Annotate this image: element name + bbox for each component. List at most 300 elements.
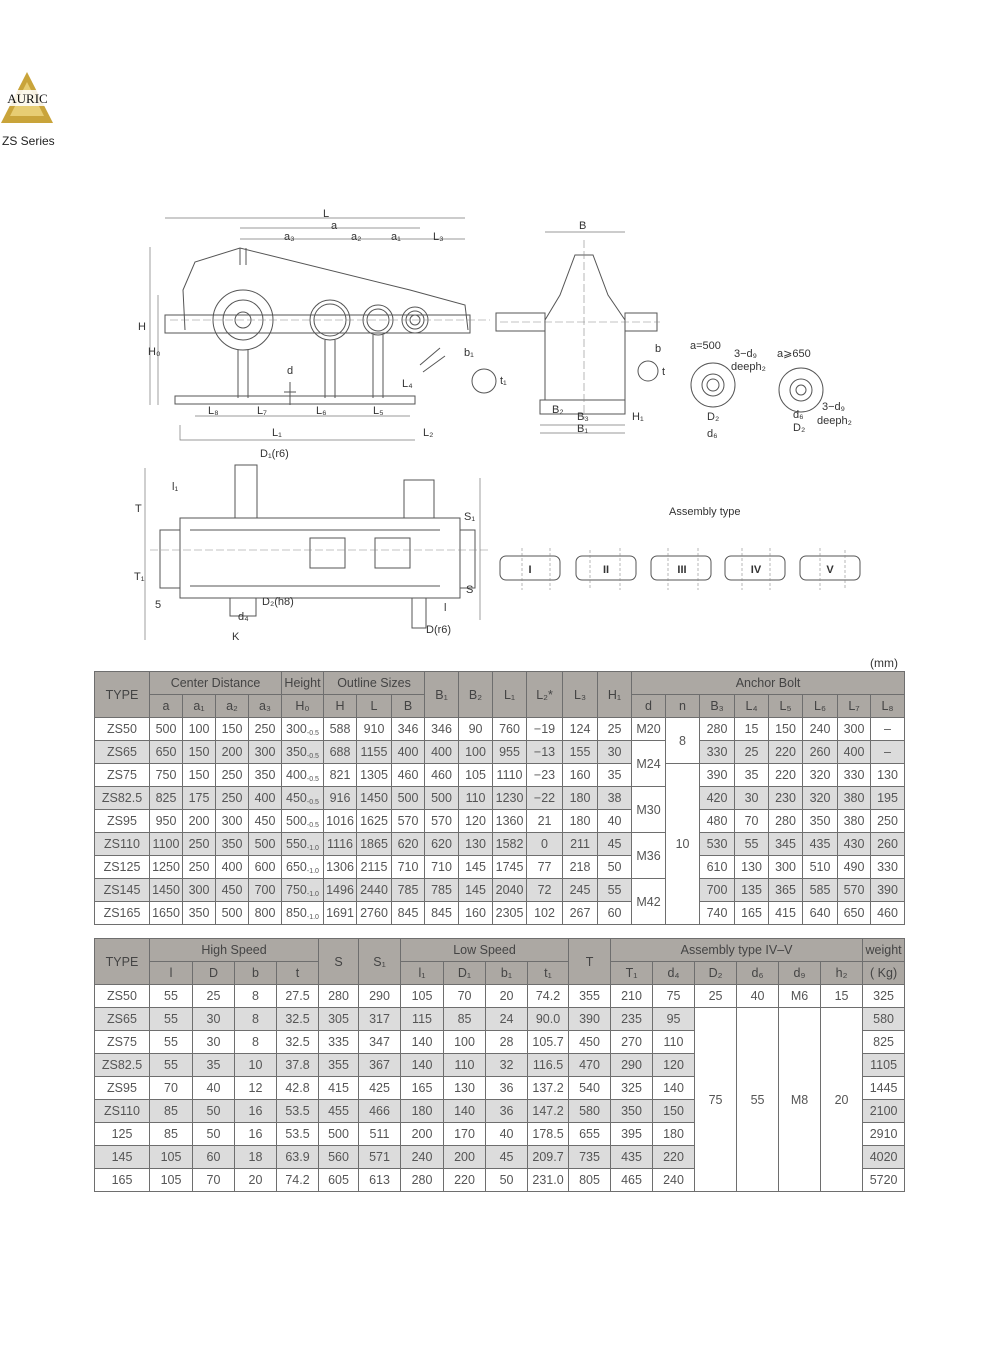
value-cell: 55: [150, 1054, 193, 1077]
value-cell: 8: [235, 985, 277, 1008]
value-cell: 124: [563, 718, 598, 741]
subheader-13: h₂: [821, 962, 863, 985]
value-cell: 250: [183, 856, 216, 879]
value: 500: [286, 813, 307, 828]
value-cell: 28: [486, 1031, 528, 1054]
label-deep-h2-b: deeph₂: [817, 415, 852, 427]
table1-header-row: [95, 672, 905, 695]
value-cell: 367: [359, 1054, 401, 1077]
header-height: Height: [282, 672, 324, 695]
type-cell: ZS65: [95, 1008, 150, 1031]
label-L4: L₄: [402, 378, 413, 390]
value-cell: 120: [653, 1054, 695, 1077]
value-cell: 300: [769, 856, 803, 879]
value-cell: 209.7: [528, 1146, 569, 1169]
value-cell: 40: [598, 810, 632, 833]
value-cell: 75: [653, 985, 695, 1008]
value-cell: 85: [150, 1100, 193, 1123]
label-S1: S₁: [464, 511, 476, 523]
value-cell: 195: [871, 787, 905, 810]
subheader-2: b: [235, 962, 277, 985]
value: 850: [286, 905, 307, 920]
value-cell: 170: [444, 1123, 486, 1146]
value-cell: 1745: [493, 856, 527, 879]
tolerance: -1.0: [306, 867, 319, 875]
anchor-d-cell: M36: [632, 833, 666, 879]
value-cell: 415: [319, 1077, 359, 1100]
value-cell: 430: [838, 833, 871, 856]
subheader-10: B₃: [700, 695, 735, 718]
type-cell: 125: [95, 1123, 150, 1146]
value-cell: 70: [444, 985, 486, 1008]
value-cell: 435: [803, 833, 838, 856]
value-cell: 650: [150, 741, 183, 764]
table-row: [95, 985, 905, 1008]
value-cell: 1155: [357, 741, 392, 764]
value-cell: 74.2: [528, 985, 569, 1008]
tolerance: -0.5: [306, 798, 319, 806]
label-D1-r6: D₁(r6): [260, 448, 289, 460]
table-row: [95, 879, 905, 902]
label-H0: H₀: [148, 346, 161, 358]
header-S1: S₁: [359, 939, 401, 985]
label-a650: a⩾650: [777, 348, 811, 360]
value-cell: 95: [653, 1008, 695, 1031]
value-cell: 750: [150, 764, 183, 787]
header-weight-unit: ( Kg): [863, 962, 905, 985]
value-cell: 55: [150, 1008, 193, 1031]
value-cell: 350: [216, 833, 249, 856]
value-cell: 165: [401, 1077, 444, 1100]
value-cell: 267: [563, 902, 598, 925]
value-cell: 500: [216, 902, 249, 925]
value-cell: 240: [401, 1146, 444, 1169]
label-H1: H₁: [632, 411, 644, 423]
value-cell: [282, 879, 324, 902]
label-D2-h8: D₂(h8): [262, 596, 294, 608]
subheader-5: D₁: [444, 962, 486, 985]
header-assembly-type: Assembly type IV–V: [611, 939, 863, 962]
value-cell: 210: [611, 985, 653, 1008]
assembly-type-I: I: [528, 564, 532, 576]
value-cell: 1110: [493, 764, 527, 787]
subheader-13: L₆: [803, 695, 838, 718]
type-cell: ZS145: [95, 879, 150, 902]
value-cell: 460: [425, 764, 459, 787]
value-cell: 30: [735, 787, 769, 810]
value-cell: 290: [611, 1054, 653, 1077]
value-cell: 110: [459, 787, 493, 810]
value-cell: 350: [249, 764, 282, 787]
subheader-3: t: [277, 962, 319, 985]
label-a3: a₃: [284, 231, 295, 243]
value-cell: 70: [735, 810, 769, 833]
value-cell: 90: [459, 718, 493, 741]
value-cell: 220: [444, 1169, 486, 1192]
assembly-type-IV: IV: [750, 564, 762, 576]
value-cell: 320: [803, 764, 838, 787]
type-cell: ZS165: [95, 902, 150, 925]
label-B: B: [579, 220, 587, 232]
assembly-cell: 20: [821, 1008, 863, 1192]
weight-cell: 825: [863, 1031, 905, 1054]
value-cell: 130: [735, 856, 769, 879]
value-cell: 740: [700, 902, 735, 925]
value-cell: 37.8: [277, 1054, 319, 1077]
value-cell: 365: [769, 879, 803, 902]
subheader-2: a₂: [216, 695, 249, 718]
assembly-cell: 25: [695, 985, 737, 1008]
header-outline-sizes: Outline Sizes: [324, 672, 425, 695]
value-cell: 150: [183, 741, 216, 764]
value-cell: 60: [193, 1146, 235, 1169]
type-cell: ZS125: [95, 856, 150, 879]
value-cell: 20: [235, 1169, 277, 1192]
label-5: 5: [155, 599, 162, 611]
value-cell: 180: [563, 810, 598, 833]
value-cell: 15: [735, 718, 769, 741]
value-cell: 60: [598, 902, 632, 925]
value-cell: 250: [216, 787, 249, 810]
value-cell: 72: [527, 879, 563, 902]
value-cell: 500: [319, 1123, 359, 1146]
value-cell: 2440: [357, 879, 392, 902]
value-cell: 470: [569, 1054, 611, 1077]
value-cell: 130: [444, 1077, 486, 1100]
tolerance: -0.5: [306, 821, 319, 829]
value-cell: 435: [611, 1146, 653, 1169]
value-cell: 710: [425, 856, 459, 879]
value: 300: [286, 721, 307, 736]
table-row: [95, 787, 905, 810]
value-cell: [282, 718, 324, 741]
value-cell: 137.2: [528, 1077, 569, 1100]
value: 550: [286, 836, 307, 851]
assembly-cell: 40: [737, 985, 779, 1008]
value-cell: 155: [563, 741, 598, 764]
value-cell: 280: [401, 1169, 444, 1192]
value-cell: 74.2: [277, 1169, 319, 1192]
value-cell: 40: [193, 1077, 235, 1100]
table-row: [95, 810, 905, 833]
value-cell: 145: [459, 856, 493, 879]
value-cell: 1230: [493, 787, 527, 810]
value-cell: [282, 787, 324, 810]
label-K: K: [232, 631, 240, 643]
label-b: b: [655, 343, 662, 355]
value-cell: 455: [319, 1100, 359, 1123]
value-cell: 35: [193, 1054, 235, 1077]
value-cell: 560: [319, 1146, 359, 1169]
header-low-speed: Low Speed: [401, 939, 569, 962]
value-cell: 400: [392, 741, 425, 764]
value-cell: [282, 810, 324, 833]
value-cell: 610: [700, 856, 735, 879]
anchor-d-cell: M42: [632, 879, 666, 925]
header-weight: weight: [863, 939, 905, 962]
value-cell: 50: [193, 1123, 235, 1146]
series-title: ZS Series: [2, 134, 55, 148]
label-3-d9-b: 3−d₉: [822, 401, 846, 413]
value-cell: 102: [527, 902, 563, 925]
technical-drawing: [0, 200, 1000, 650]
label-D2-b: D₂: [793, 422, 806, 434]
table-row: [95, 902, 905, 925]
value-cell: 400: [249, 787, 282, 810]
label-d: d: [287, 365, 294, 377]
value-cell: 1250: [150, 856, 183, 879]
header-center-distance: Center Distance: [150, 672, 282, 695]
value-cell: 1650: [150, 902, 183, 925]
value-cell: 655: [569, 1123, 611, 1146]
value-cell: 30: [598, 741, 632, 764]
value-cell: 355: [569, 985, 611, 1008]
value-cell: 270: [611, 1031, 653, 1054]
value-cell: 390: [700, 764, 735, 787]
value-cell: 2760: [357, 902, 392, 925]
value-cell: 250: [249, 718, 282, 741]
tolerance: -0.5: [306, 775, 319, 783]
value-cell: 1496: [324, 879, 357, 902]
subheader-11: d₆: [737, 962, 779, 985]
value-cell: 345: [769, 833, 803, 856]
value-cell: 16: [235, 1100, 277, 1123]
weight-cell: 2100: [863, 1100, 905, 1123]
value-cell: 36: [486, 1077, 528, 1100]
value-cell: 27.5: [277, 985, 319, 1008]
value-cell: 330: [700, 741, 735, 764]
value-cell: 150: [183, 764, 216, 787]
value-cell: 260: [803, 741, 838, 764]
label-d6-b: d₆: [793, 409, 804, 421]
value-cell: 845: [425, 902, 459, 925]
value-cell: 77: [527, 856, 563, 879]
table2-header-row: [95, 939, 905, 962]
value-cell: 21: [527, 810, 563, 833]
tolerance: -1.0: [306, 890, 319, 898]
type-cell: ZS65: [95, 741, 150, 764]
value-cell: 55: [735, 833, 769, 856]
value-cell: 1582: [493, 833, 527, 856]
value-cell: 105: [459, 764, 493, 787]
subheader-0: a: [150, 695, 183, 718]
anchor-d-cell: M24: [632, 741, 666, 787]
value-cell: –: [871, 718, 905, 741]
value-cell: 1116: [324, 833, 357, 856]
value-cell: [282, 902, 324, 925]
value-cell: 280: [700, 718, 735, 741]
value-cell: 18: [235, 1146, 277, 1169]
dimensions-table: [94, 671, 905, 925]
label-L3: L₃: [433, 231, 444, 243]
value-cell: 110: [444, 1054, 486, 1077]
value-cell: 688: [324, 741, 357, 764]
header-T: T: [569, 939, 611, 985]
value-cell: 390: [871, 879, 905, 902]
header-S: S: [319, 939, 359, 985]
value-cell: 346: [425, 718, 459, 741]
header-B2: B₂: [459, 672, 493, 718]
type-cell: ZS82.5: [95, 787, 150, 810]
subheader-5: H: [324, 695, 357, 718]
value-cell: 490: [838, 856, 871, 879]
value-cell: 450: [569, 1031, 611, 1054]
value-cell: 130: [459, 833, 493, 856]
value-cell: 466: [359, 1100, 401, 1123]
value-cell: 235: [611, 1008, 653, 1031]
type-cell: ZS95: [95, 1077, 150, 1100]
value-cell: 140: [653, 1077, 695, 1100]
value-cell: 50: [486, 1169, 528, 1192]
value-cell: 0: [527, 833, 563, 856]
value-cell: 70: [150, 1077, 193, 1100]
value-cell: 290: [359, 985, 401, 1008]
value-cell: 420: [700, 787, 735, 810]
value-cell: 460: [392, 764, 425, 787]
label-T: T: [135, 503, 142, 515]
value-cell: 55: [150, 985, 193, 1008]
label-a500: a=500: [690, 340, 721, 352]
value-cell: −19: [527, 718, 563, 741]
label-b1: b₁: [464, 347, 474, 359]
value-cell: 785: [425, 879, 459, 902]
type-cell: 165: [95, 1169, 150, 1192]
type-cell: ZS50: [95, 985, 150, 1008]
value-cell: 120: [459, 810, 493, 833]
value: 350: [286, 744, 307, 759]
value-cell: 50: [598, 856, 632, 879]
weight-cell: 1105: [863, 1054, 905, 1077]
value-cell: 30: [193, 1008, 235, 1031]
value-cell: 845: [392, 902, 425, 925]
value-cell: 346: [392, 718, 425, 741]
value-cell: 350: [611, 1100, 653, 1123]
value-cell: 280: [769, 810, 803, 833]
value-cell: 40: [486, 1123, 528, 1146]
value-cell: 24: [486, 1008, 528, 1031]
anchor-d-cell: M20: [632, 718, 666, 741]
value-cell: 400: [838, 741, 871, 764]
value-cell: 165: [735, 902, 769, 925]
value-cell: 105: [150, 1169, 193, 1192]
value-cell: 200: [216, 741, 249, 764]
value-cell: [282, 833, 324, 856]
value-cell: 220: [769, 741, 803, 764]
value-cell: 32.5: [277, 1008, 319, 1031]
value-cell: 805: [569, 1169, 611, 1192]
value-cell: 105.7: [528, 1031, 569, 1054]
anchor-n-cell: 8: [666, 718, 700, 764]
label-L6: L₆: [316, 405, 327, 417]
value-cell: 25: [598, 718, 632, 741]
label-H: H: [138, 321, 146, 333]
table-row: [95, 741, 905, 764]
value-cell: 335: [319, 1031, 359, 1054]
value-cell: 150: [769, 718, 803, 741]
value-cell: 180: [653, 1123, 695, 1146]
value: 650: [286, 859, 307, 874]
value-cell: 8: [235, 1008, 277, 1031]
value-cell: 300: [183, 879, 216, 902]
value: 400: [286, 767, 307, 782]
header-B1: B₁: [425, 672, 459, 718]
value-cell: 8: [235, 1031, 277, 1054]
value-cell: 211: [563, 833, 598, 856]
value-cell: −22: [527, 787, 563, 810]
value-cell: 200: [401, 1123, 444, 1146]
value-cell: 105: [401, 985, 444, 1008]
assembly-cell: 55: [737, 1008, 779, 1192]
value-cell: 85: [150, 1123, 193, 1146]
value-cell: 45: [486, 1146, 528, 1169]
value-cell: 300: [216, 810, 249, 833]
value-cell: 700: [700, 879, 735, 902]
header-high-speed: High Speed: [150, 939, 319, 962]
value-cell: 145: [459, 879, 493, 902]
value-cell: 200: [444, 1146, 486, 1169]
subheader-7: B: [392, 695, 425, 718]
value-cell: 130: [871, 764, 905, 787]
label-L7: L₇: [257, 405, 267, 417]
value-cell: 400: [216, 856, 249, 879]
label-L2: L₂: [423, 427, 434, 439]
weight-cell: 5720: [863, 1169, 905, 1192]
label-B2: B₂: [552, 404, 564, 416]
value-cell: 16: [235, 1123, 277, 1146]
subheader-9: d₄: [653, 962, 695, 985]
value-cell: 825: [150, 787, 183, 810]
value-cell: 2115: [357, 856, 392, 879]
value-cell: 140: [444, 1100, 486, 1123]
value-cell: 480: [700, 810, 735, 833]
type-cell: ZS50: [95, 718, 150, 741]
subheader-12: L₅: [769, 695, 803, 718]
subheader-9: n: [666, 695, 700, 718]
value-cell: 160: [563, 764, 598, 787]
value-cell: 300: [249, 741, 282, 764]
value-cell: 821: [324, 764, 357, 787]
anchor-d-cell: M30: [632, 787, 666, 833]
value-cell: 135: [735, 879, 769, 902]
value-cell: 350: [803, 810, 838, 833]
value-cell: 330: [871, 856, 905, 879]
value-cell: 1016: [324, 810, 357, 833]
label-L8: L₈: [208, 405, 219, 417]
value-cell: 147.2: [528, 1100, 569, 1123]
value: 750: [286, 882, 307, 897]
auric-logo: [0, 70, 55, 125]
value-cell: 380: [838, 787, 871, 810]
value-cell: 620: [425, 833, 459, 856]
value-cell: 570: [838, 879, 871, 902]
label-d6-a: d₆: [707, 428, 718, 440]
value-cell: 540: [569, 1077, 611, 1100]
label-d4: d₄: [238, 611, 249, 623]
value-cell: 230: [769, 787, 803, 810]
end-view: [496, 232, 660, 433]
type-cell: ZS110: [95, 1100, 150, 1123]
value-cell: 1360: [493, 810, 527, 833]
value-cell: 510: [803, 856, 838, 879]
value-cell: 105: [150, 1146, 193, 1169]
value-cell: 380: [838, 810, 871, 833]
value-cell: 280: [319, 985, 359, 1008]
value-cell: 588: [324, 718, 357, 741]
value-cell: 425: [359, 1077, 401, 1100]
value-cell: 55: [598, 879, 632, 902]
value-cell: 300: [838, 718, 871, 741]
subheader-4: l₁: [401, 962, 444, 985]
